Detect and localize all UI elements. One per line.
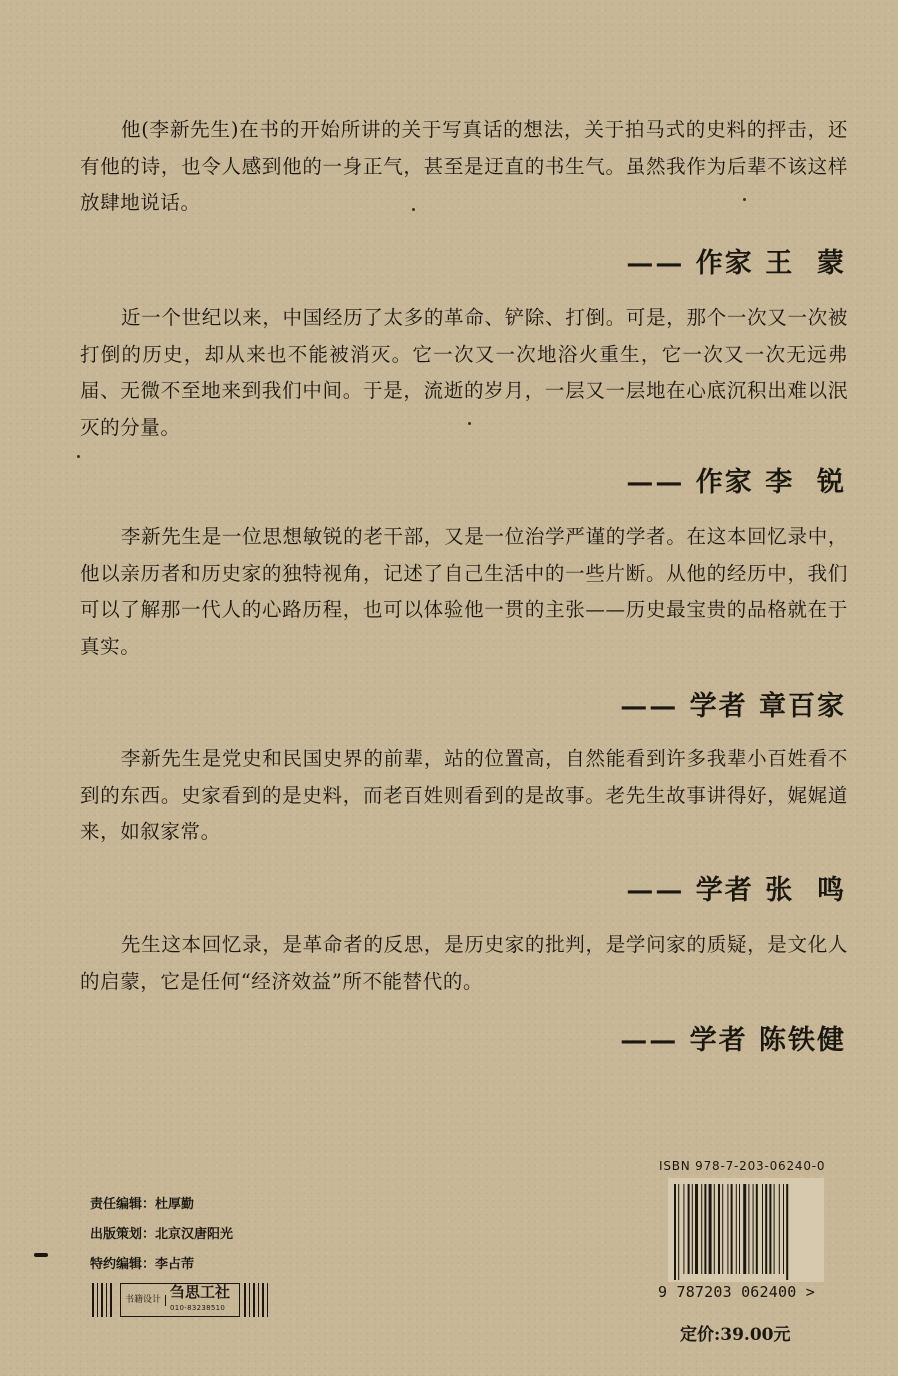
logo-left-lines-icon — [92, 1283, 112, 1317]
page-edge — [898, 0, 908, 1376]
credit-planner: 出版策划：北京汉唐阳光 — [90, 1227, 234, 1242]
speck — [468, 422, 471, 425]
barcode — [668, 1178, 824, 1282]
barcode-bars-icon — [668, 1178, 824, 1282]
quote-attribution-4: —— 学者 张 鸣 — [626, 875, 846, 906]
designer-phone: 010-83238510 — [170, 1304, 226, 1312]
quote-text-3: 李新先生是一位思想敏锐的老干部，又是一位治学严谨的学者。在这本回忆录中，他以亲历者和历史家的独特视角，记述了自己生活中的一些片断。从他的经历中，我们可以了解那一代人的心路历程，也可以体验他一贯的主张——历史最宝贵的品格就在于真实。 — [80, 525, 848, 658]
quote-attribution-5: —— 学者 陈铁健 — [620, 1025, 846, 1056]
designer-small-label: 书籍设计 — [121, 1295, 166, 1306]
speck — [77, 455, 80, 458]
quote-attribution-3: —— 学者 章百家 — [620, 691, 846, 722]
quote-text-2: 近一个世纪以来，中国经历了太多的革命、铲除、打倒。可是，那个一次又一次被打倒的历史，却从来也不能被消灭。它一次又一次地浴火重生，它一次又一次无远弗届、无微不至地来到我们中间。于是，流逝的岁月，一层又一层地在心底沉积出难以泯灭的分量。 — [80, 306, 848, 439]
speck — [743, 198, 746, 201]
quote-text-4: 李新先生是党史和民国史界的前辈，站的位置高，自然能看到许多我辈小百姓看不到的东西。史家看到的是史料，而老百姓则看到的是故事。老先生故事讲得好，娓娓道来，如叙家常。 — [80, 747, 848, 843]
barcode-digits: 9 787203 062400 > — [658, 1283, 815, 1301]
designer-logo — [92, 1281, 272, 1317]
dash-mark — [34, 1253, 48, 1257]
quote-text-1: 他(李新先生)在书的开始所讲的关于写真话的想法，关于拍马式的史料的抨击，还有他的诗，也令人感到他的一身正气，甚至是迂直的书生气。虽然我作为后辈不该这样放肆地说话。 — [80, 118, 848, 214]
logo-right-lines-icon — [244, 1283, 268, 1317]
isbn-label: ISBN 978-7-203-06240-0 — [659, 1159, 826, 1173]
quote-text-5: 先生这本回忆录，是革命者的反思，是历史家的批判，是学问家的质疑，是文化人的启蒙，它是任何“经济效益”所不能替代的。 — [80, 933, 848, 993]
credit-special-editor: 特约编辑：李占芾 — [90, 1257, 195, 1272]
speck — [412, 208, 415, 211]
credits-block — [90, 1190, 233, 1280]
quote-attribution-2: —— 作家 李 锐 — [626, 467, 846, 498]
quote-attribution-1: —— 作家 王 蒙 — [626, 248, 846, 279]
price-label: 定价:39.00元 — [680, 1325, 791, 1345]
credit-editor: 责任编辑：杜厚勤 — [90, 1197, 195, 1212]
designer-name: 刍思工社 — [170, 1283, 231, 1301]
